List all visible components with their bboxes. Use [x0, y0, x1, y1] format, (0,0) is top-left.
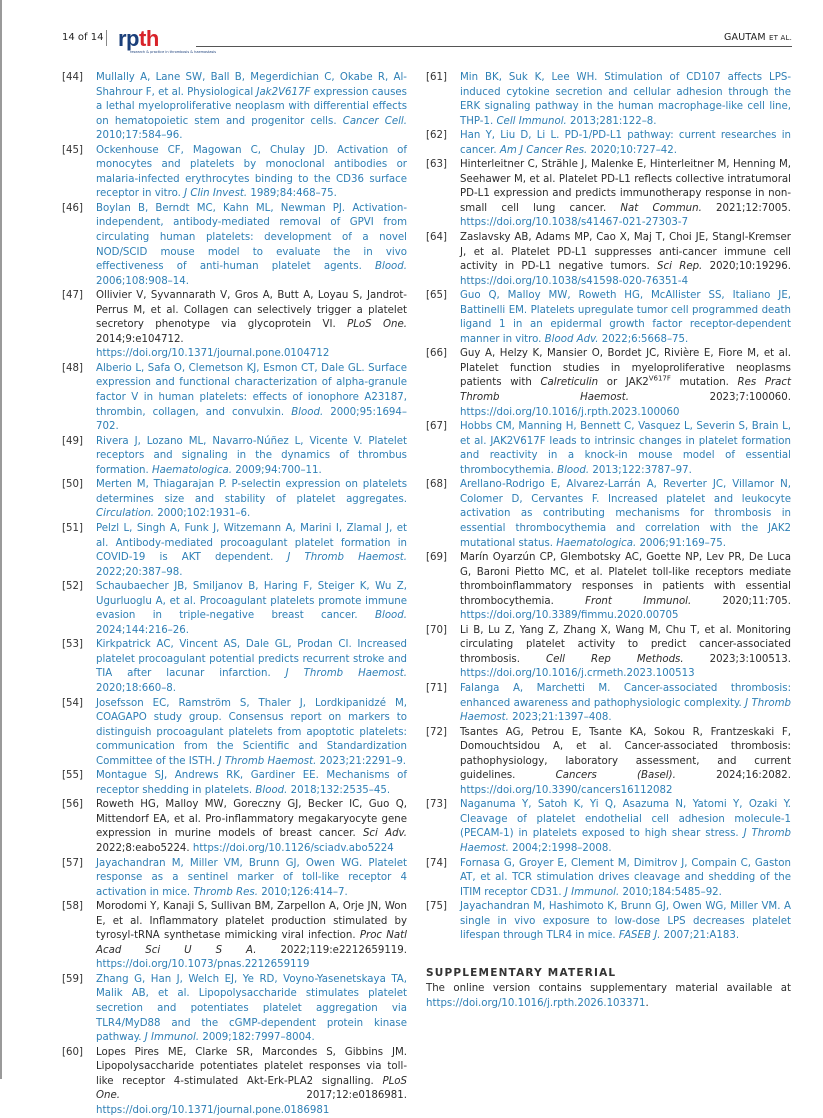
reference-sup: V617F [648, 375, 671, 384]
reference-number: [71] [426, 682, 447, 694]
journal-name: J Immunol. [564, 886, 620, 898]
reference-item [426, 900, 791, 944]
reference-cite: 2010;184:5485–92. [619, 886, 722, 898]
reference-pre: Boylan B, Berndt MC, Kahn ML, Newman PJ. Activation-independent, antibody-mediated removal of GPVI from circulating human platelets: development of a novel NOD/SCID mouse model to evaluate the in vivo effectiveness of anti-human platelet agents. [96, 202, 407, 273]
reference-pre: Josefsson EC, Ramström S, Thaler J, Lordkipanidzé M, COAGAPO study group. Consensus report on markers to distinguish procoagulant platelets from apoptotic platelets: communication from the Scientific and Standardization Committee of the ISTH. [96, 697, 407, 767]
supplementary-heading: SUPPLEMENTARY MATERIAL [426, 966, 617, 979]
reference-cite: 2023;21:1397–408. [508, 712, 612, 724]
reference-number: [49] [62, 435, 83, 447]
supplementary-body [426, 982, 791, 1011]
reference-item [62, 857, 407, 901]
logo-th: th [139, 26, 159, 51]
supplementary-text: The online version contains supplementary material available at [426, 983, 791, 995]
reference-pre: Zhang G, Han J, Welch EJ, Ye RD, Voyno-Yasenetskaya TA, Malik AB, et al. Lipopolysaccharide stimulates platelet secretion and potentiates platelet aggregation via TLR4/MyD88 and the cGMP-dependent protein kinase pathway. [96, 973, 407, 1044]
reference-text[interactable] [96, 697, 407, 770]
journal-name: FASEB J. [618, 930, 661, 942]
reference-item [62, 144, 407, 202]
journal-name: Blood. [375, 610, 407, 622]
reference-number: [63] [426, 159, 447, 171]
reference-cite: 2007;21:A183. [660, 930, 740, 942]
reference-cite: 2020;10:727–42. [587, 144, 678, 156]
reference-pre: Kirkpatrick AC, Vincent AS, Dale GL, Prodan CI. Increased platelet procoagulant potential predicts recurrent stroke and TIA after lacunar infarction. [96, 639, 407, 680]
reference-number: [51] [62, 522, 83, 534]
reference-number: [58] [62, 901, 83, 913]
reference-text [96, 798, 407, 856]
reference-pre: Min BK, Suk K, Lee WH. Stimulation of CD107 affects LPS-induced cytokine secretion and cellular adhesion through the ERK signaling pathway in the human macrophage-like cell line, THP-1. [460, 72, 791, 127]
journal-name: J Thromb Haemost. [218, 755, 317, 767]
reference-pre: Tsantes AG, Petrou E, Tsante KA, Sokou R, Frantzeskaki F, Domouchtsidou A, et al. Cancer-associated thrombosis: pathophysiology, laboratory assessment, and current guidelines. [460, 726, 791, 782]
reference-item [62, 900, 407, 973]
reference-cite: 2010;17:584–96. [96, 130, 183, 142]
journal-name: J Thromb Haemost. [460, 697, 792, 724]
logo-subtitle: research & practice in thrombosis & haemostasis [130, 50, 217, 54]
reference-pre: Falanga A, Marchetti M. Cancer-associated thrombosis: enhanced awareness and pathophysiologic complexity. [460, 682, 791, 709]
reference-text [460, 551, 791, 624]
reference-text [96, 900, 407, 973]
supplementary-end: . [645, 997, 649, 1009]
reference-item [426, 726, 791, 799]
page-edge [0, 0, 2, 1079]
reference-item [62, 638, 407, 696]
reference-pre: Marín Oyarzún CP, Glembotsky AC, Goette NP, Lev PR, De Luca G, Baroni Pietto MC, et al. Platelet toll-like receptors mediate thromboinflammatory responses in patients with essential thrombocythemia. [460, 552, 791, 607]
reference-item [62, 973, 407, 1046]
reference-number: [75] [426, 901, 447, 913]
reference-item [62, 580, 407, 638]
reference-cite: 2014;9:e104712. [96, 333, 184, 345]
reference-item [62, 202, 407, 289]
reference-cite: 2020;11:705. [691, 595, 791, 607]
logo-rp: rp [118, 26, 139, 51]
reference-number: [56] [62, 799, 83, 811]
reference-pre: Hobbs CM, Manning H, Bennett C, Vasquez L, Severin S, Brain L, et al. JAK2V617F leads to intrinsic changes in platelet formation and reactivity in a knock-in mouse model of essential thrombocythemia. [460, 421, 791, 476]
journal-name: Blood. [255, 784, 288, 796]
reference-number: [45] [62, 144, 83, 156]
reference-text [460, 158, 791, 231]
reference-item [426, 289, 791, 347]
journal-name: Haematologica. [556, 537, 637, 549]
reference-cite: 2006;91:169–75. [636, 537, 726, 549]
journal-name: J Thromb Haemost. [460, 828, 791, 854]
reference-number: [74] [426, 857, 447, 869]
journal-name: J Clin Invest. [184, 188, 248, 200]
reference-pre: Morodomi Y, Kanaji S, Sullivan BM, Zarpellon A, Orje JN, Won E, et al. Inflammatory platelet production stimulated by tyrosyl-tRNA synthetase mimicking viral infection. [96, 901, 407, 942]
reference-cite: 2020;10:19296. [702, 261, 791, 273]
reference-item [62, 1046, 407, 1118]
reference-number: [67] [426, 421, 447, 433]
reference-cite: 2023;21:2291–9. [316, 755, 407, 767]
header-rule [196, 46, 792, 47]
reference-item [426, 478, 791, 551]
reference-cite: 2023;7:100060. [628, 392, 791, 404]
reference-cite: 2022;119:e2212659119. [256, 944, 407, 956]
reference-cite: 2013;122:3787–97. [589, 464, 692, 476]
journal-name: Nat Commun. [620, 202, 702, 214]
reference-pre: Merten M, Thiagarajan P. P-selectin expression on platelets determines size and stability of platelet aggregates. [96, 479, 407, 505]
reference-number: [72] [426, 726, 447, 738]
reference-text[interactable] [460, 857, 791, 901]
reference-number: [64] [426, 232, 447, 244]
reference-item [426, 624, 791, 682]
reference-pre: Han Y, Liu D, Li L. PD-1/PD-L1 pathway: current researches in cancer. [460, 130, 791, 156]
reference-text [96, 289, 407, 362]
journal-name: PLoS One. [96, 1075, 407, 1102]
doi-link[interactable]: https://doi.org/10.1126/sciadv.abo5224 [192, 842, 394, 854]
reference-cite: 2022;6:5668–75. [598, 333, 689, 345]
reference-item [426, 551, 791, 624]
reference-number: [65] [426, 290, 447, 302]
reference-text[interactable] [96, 638, 407, 696]
reference-cite: 2004;2:1998–2008. [508, 842, 612, 854]
journal-name: Res Pract Thromb Haemost. [460, 377, 791, 404]
reference-text[interactable] [96, 202, 407, 289]
reference-italic-mid: Calreticulin [540, 377, 599, 389]
journal-name: PLoS One. [347, 319, 407, 331]
reference-item [62, 362, 407, 435]
reference-item [426, 798, 791, 856]
journal-name: Cell Immunol. [496, 115, 567, 127]
reference-cite: 2023;3:100513. [683, 653, 791, 665]
reference-text[interactable] [460, 478, 791, 551]
reference-cite: 1989;84:468–75. [247, 188, 337, 200]
reference-item [62, 798, 407, 856]
reference-item [426, 682, 791, 726]
reference-item [62, 71, 407, 144]
reference-cite: 2020;18:660–8. [96, 682, 177, 694]
header-divider [106, 30, 107, 46]
reference-pre: Zaslavsky AB, Adams MP, Cao X, Maj T, Choi JE, Stangl-Kremser J, et al. Platelet PD-L1 suppresses anti-cancer immune cell activity in PD-L1 negative tumors. [460, 232, 791, 273]
doi-link[interactable]: https://doi.org/10.1016/j.crmeth.2023.100513 [460, 668, 695, 680]
page-indicator: 14 of 14 [62, 32, 104, 43]
reference-number: [70] [426, 624, 447, 636]
reference-pre: Schaubaecher JB, Smiljanov B, Haring F, Steiger K, Wu Z, Ugurluoglu A, et al. Procoagulant platelets promote immune evasion in triple-negative breast cancer. [96, 581, 407, 622]
reference-item [426, 129, 791, 158]
journal-name: Haematologica. [152, 464, 233, 476]
reference-italic-mid: Jak2V617F [256, 86, 311, 98]
reference-text[interactable] [460, 798, 791, 856]
reference-text [460, 624, 791, 682]
journal-name: Thromb Res. [193, 886, 258, 898]
reference-number: [50] [62, 479, 83, 491]
reference-pre: Ockenhouse CF, Magowan C, Chulay JD. Activation of monocytes and platelets by monoclonal antibodies or malaria-infected erythrocytes binding to the CD36 surface receptor in vitro. [96, 144, 407, 200]
reference-number: [52] [62, 581, 83, 593]
reference-item [62, 289, 407, 362]
reference-cite: 2024;16:2082. [675, 770, 791, 782]
reference-cite: 2000;95:1694–702. [96, 406, 407, 433]
reference-text[interactable] [96, 144, 407, 202]
reference-number: [59] [62, 973, 83, 985]
reference-mid2: mutation. [670, 377, 738, 389]
reference-pre: Pelzl L, Singh A, Funk J, Witzemann A, Marini I, Zlamal J, et al. Antibody-mediated procoagulant platelet formation in COVID-19 is AKT dependent. [96, 522, 407, 564]
reference-pre: Fornasa G, Groyer E, Clement M, Dimitrov J, Compain C, Gaston AT, et al. TCR stimulation drives cleavage and shedding of the ITIM receptor CD31. [460, 857, 791, 898]
reference-cite: 2009;182:7997–8004. [199, 1032, 315, 1044]
doi-link[interactable]: https://doi.org/10.1038/s41467-021-27303-7 [460, 217, 689, 229]
reference-text [460, 347, 791, 420]
journal-name: J Thromb Haemost. [287, 552, 408, 564]
reference-text[interactable] [460, 129, 791, 158]
reference-pre: Li B, Lu Z, Yang Z, Zhang X, Wang M, Chu T, et al. Monitoring circulating platelet activity to predict cancer-associated thrombosis. [460, 624, 791, 665]
reference-cite: 2022;8:eabo5224. [96, 842, 193, 854]
journal-name: J Immunol. [144, 1032, 200, 1044]
reference-text[interactable] [96, 362, 407, 435]
journal-name: Sci Adv. [362, 828, 407, 840]
reference-cite: 2006;108:908–14. [96, 275, 189, 287]
journal-name: Blood. [557, 464, 590, 476]
journal-name: Sci Rep. [657, 261, 703, 273]
doi-link[interactable]: https://doi.org/10.3389/fimmu.2020.00705 [460, 610, 679, 622]
doi-link[interactable]: https://doi.org/10.1371/journal.pone.0104712 [96, 348, 330, 360]
reference-pre: Hinterleitner C, Strähle J, Malenke E, Hinterleitner M, Henning M, Seehawer M, et al. Platelet PD-L1 reflects collective intratumoral PD-L1 expression and predicts immunotherapy response in non-small cell lung cancer. [460, 159, 791, 214]
doi-link[interactable]: https://doi.org/10.1073/pnas.2212659119 [96, 959, 310, 971]
reference-text[interactable] [96, 857, 407, 901]
journal-name: Front Immunol. [585, 595, 692, 607]
reference-cite: 2010;126:414–7. [257, 886, 348, 898]
reference-item [426, 347, 791, 420]
reference-cite: 2018;132:2535–45. [287, 784, 391, 796]
references-left-column [62, 71, 407, 1118]
reference-number: [53] [62, 639, 83, 651]
reference-item [62, 522, 407, 580]
reference-text[interactable] [96, 580, 407, 638]
reference-text[interactable] [96, 478, 407, 522]
reference-number: [61] [426, 72, 447, 83]
reference-pre: Jayachandran M, Miller VM, Brunn GJ, Owen WG. Platelet response as a sentinel marker of toll-like receptor 4 activation in mice. [96, 857, 407, 898]
reference-pre: Lopes Pires ME, Clarke SR, Marcondes S, Gibbins JM. Lipopolysaccharide potentiates platelet responses via toll-like receptor 4-stimulated Akt-Erk-PLA2 signalling. [96, 1046, 407, 1087]
reference-text [96, 1046, 407, 1118]
reference-item [426, 857, 791, 901]
reference-item [62, 769, 407, 798]
reference-item [426, 158, 791, 231]
reference-item [426, 71, 791, 129]
journal-name: Blood. [291, 406, 324, 418]
reference-number: [60] [62, 1046, 83, 1058]
reference-mid: or JAK2 [598, 377, 649, 389]
reference-text [460, 726, 791, 799]
reference-item [62, 697, 407, 770]
reference-number: [66] [426, 348, 447, 360]
reference-number: [46] [62, 202, 83, 214]
reference-number: [47] [62, 290, 83, 302]
reference-text[interactable] [96, 973, 407, 1046]
doi-link[interactable]: https://doi.org/10.3390/cancers16112082 [460, 784, 673, 796]
page-header [62, 26, 792, 60]
reference-item [62, 478, 407, 522]
reference-number: [68] [426, 479, 447, 491]
reference-cite: 2000;102:1931–6. [154, 508, 251, 520]
journal-name: Cell Rep Methods. [545, 653, 684, 665]
reference-text[interactable] [460, 682, 791, 726]
author-name: GAUTAM [723, 32, 766, 43]
reference-text[interactable] [96, 71, 407, 144]
reference-text[interactable] [460, 420, 791, 478]
journal-name: J Thromb Haemost. [285, 668, 407, 680]
journal-name: Circulation. [96, 508, 155, 520]
reference-number: [55] [62, 770, 83, 782]
reference-pre: Jayachandran M, Hashimoto K, Brunn GJ, Owen WG, Miller VM. A single in vivo exposure to low-dose LPS decreases platelet lifespan through TLR4 in mice. [460, 901, 791, 942]
reference-text[interactable] [96, 769, 407, 798]
reference-text[interactable] [460, 900, 791, 944]
reference-item [426, 231, 791, 289]
journal-name: Proc Natl Acad Sci U S A. [96, 930, 407, 956]
reference-cite: 2022;20:387–98. [96, 566, 183, 578]
journal-name: Am J Cancer Res. [499, 144, 588, 156]
reference-item [62, 435, 407, 479]
journal-name: Blood. [375, 261, 407, 273]
running-author [724, 32, 792, 43]
reference-pre: Guo Q, Malloy MW, Roweth HG, McAllister SS, Italiano JE, Battinelli EM. Platelets upregulate tumor cell programmed death ligand 1 in an epidermal growth factor receptor-dependent manner in vitro. [460, 290, 791, 345]
reference-cite: 2021;12:7005. [701, 202, 791, 214]
reference-number: [69] [426, 552, 447, 564]
reference-pre: Mullally A, Lane SW, Ball B, Megerdichian C, Okabe R, Al-Shahrour F, et al. Physiological [96, 72, 407, 98]
reference-text[interactable] [96, 435, 407, 479]
reference-number: [54] [62, 697, 83, 709]
reference-cite: 2017;12:e0186981. [119, 1090, 407, 1102]
references-right-column [426, 71, 791, 1011]
reference-number: [44] [62, 72, 83, 83]
doi-link[interactable]: https://doi.org/10.1016/j.rpth.2023.100060 [460, 406, 680, 418]
journal-name: Blood Adv. [544, 333, 599, 345]
journal-logo[interactable] [118, 28, 216, 54]
reference-text[interactable] [460, 289, 791, 347]
reference-pre: Roweth HG, Malloy MW, Goreczny GJ, Becker IC, Guo Q, Mittendorf EA, et al. Pro-inflammatory megakaryocyte gene expression in murine models of breast cancer. [96, 799, 407, 840]
reference-number: [48] [62, 362, 83, 374]
doi-link[interactable]: https://doi.org/10.1038/s41598-020-76351-4 [460, 275, 689, 287]
reference-text[interactable] [460, 71, 791, 129]
reference-mid: expression causes a lethal myeloproliferative neoplasm with differential effects on hematopoietic stem and progenitor cells. [96, 86, 407, 127]
doi-link[interactable]: https://doi.org/10.1371/journal.pone.0186981 [96, 1104, 330, 1116]
reference-cite: 2009;94:700–11. [232, 464, 322, 476]
reference-number: [62] [426, 130, 447, 142]
reference-pre: Rivera J, Lozano ML, Navarro-Núñez L, Vicente V. Platelet receptors and signaling in the dynamics of thrombus formation. [96, 435, 407, 476]
reference-pre: Guy A, Helzy K, Mansier O, Bordet JC, Rivière E, Fiore M, et al. Platelet function studies in myeloproliferative neoplasms patients with [460, 348, 791, 389]
reference-pre: Alberio L, Safa O, Clemetson KJ, Esmon CT, Dale GL. Surface expression and functional characterization of alpha-granule factor V in human platelets: effects of ionophore A23187, thrombin, collagen, and convulxin. [96, 362, 407, 418]
reference-pre: Montague SJ, Andrews RK, Gardiner EE. Mechanisms of receptor shedding in platelets. [96, 770, 407, 796]
journal-name: Cancer Cell. [342, 115, 407, 127]
journal-name: Cancers (Basel). [555, 770, 676, 782]
reference-pre: Arellano-Rodrigo E, Alvarez-Larrán A, Reverter JC, Villamor N, Colomer D, Cervantes F. Increased platelet and leukocyte activation as contributing mechanisms for thrombosis in essential thrombocythemia and correlation with the JAK2 mutational status. [460, 479, 791, 549]
supplementary-doi-link[interactable]: https://doi.org/10.1016/j.rpth.2026.103371 [426, 997, 646, 1009]
reference-text[interactable] [96, 522, 407, 580]
reference-cite: 2024;144:216–26. [96, 624, 189, 636]
reference-text [460, 231, 791, 289]
reference-pre: Naganuma Y, Satoh K, Yi Q, Asazuma N, Yatomi Y, Ozaki Y. Cleavage of platelet endothelial cell adhesion molecule-1 (PECAM-1) in platelets exposed to high shear stress. [460, 799, 791, 840]
author-etal: ET AL. [768, 34, 792, 42]
reference-number: [57] [62, 857, 83, 869]
reference-number: [73] [426, 799, 447, 811]
reference-item [426, 420, 791, 478]
reference-cite: 2013;281:122–8. [566, 115, 657, 127]
reference-pre: Ollivier V, Syvannarath V, Gros A, Butt A, Loyau S, Jandrot-Perrus M, et al. Collagen can selectively trigger a platelet secretory phenotype via glycoprotein VI. [96, 290, 407, 331]
